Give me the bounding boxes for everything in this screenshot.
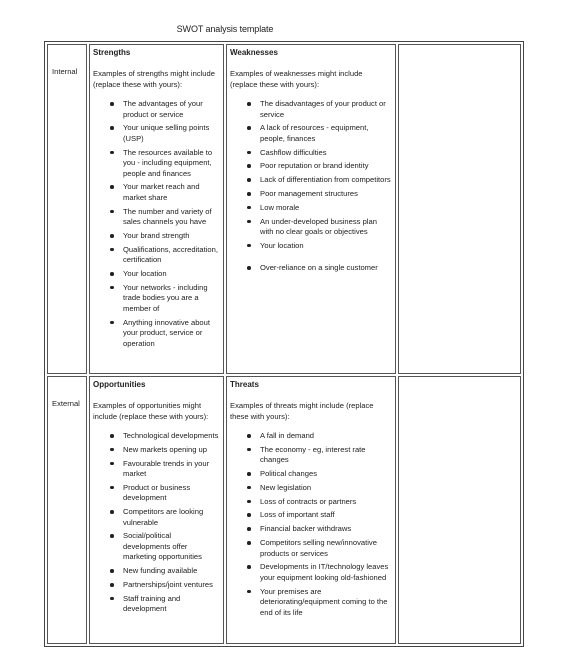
list-item: Your brand strength (123, 231, 220, 242)
document-title: SWOT analysis template (176, 24, 274, 34)
list-item: Social/political developments offer marketing opportunities (123, 531, 220, 563)
weaknesses-heading: Weaknesses (230, 48, 278, 57)
row-label-internal: Internal (47, 44, 87, 374)
list-item: New markets opening up (123, 445, 220, 456)
list-item: Your networks - including trade bodies you are a member of (123, 283, 220, 315)
threats-list (230, 431, 392, 618)
list-item: Financial backer withdraws (260, 524, 392, 535)
list-item: Anything innovative about your product, service or operation (123, 318, 220, 350)
opportunities-list (93, 431, 220, 615)
list-item: Product or business development (123, 483, 220, 504)
list-item: Qualifications, accreditation, certification (123, 245, 220, 266)
list-item: A fall in demand (260, 431, 392, 442)
weaknesses-cell[interactable] (226, 44, 396, 374)
list-item: Poor reputation or brand identity (260, 161, 392, 172)
list-item: Loss of contracts or partners (260, 497, 392, 508)
list-item: Over-reliance on a single customer (260, 263, 392, 274)
list-item: Low morale (260, 203, 392, 214)
list-item: Political changes (260, 469, 392, 480)
list-item: Cashflow difficulties (260, 148, 392, 159)
list-item: A lack of resources - equipment, people, finances (260, 123, 392, 144)
empty-cell-internal[interactable] (398, 44, 521, 374)
empty-cell-external[interactable] (398, 376, 521, 644)
strengths-intro: Examples of strengths might include (replace these with yours): (93, 69, 215, 89)
list-item: New funding available (123, 566, 220, 577)
weaknesses-list (230, 99, 392, 274)
list-item: Your unique selling points (USP) (123, 123, 220, 144)
list-item: The resources available to you - including equipment, people and finances (123, 148, 220, 180)
list-item: Developments in IT/technology leaves your equipment looking old-fashioned (260, 562, 392, 583)
list-item: Lack of differentiation from competitors (260, 175, 391, 185)
opportunities-cell[interactable] (89, 376, 224, 644)
list-item: Poor management structures (260, 189, 392, 200)
list-item: New legislation (260, 483, 392, 494)
swot-row-internal (47, 44, 521, 374)
list-item: Your location (123, 269, 220, 280)
list-item: Technological developments (123, 431, 219, 440)
list-item: Your premises are deteriorating/equipment coming to the end of its life (260, 587, 392, 619)
list-item: Competitors are looking vulnerable (123, 507, 220, 528)
opportunities-heading: Opportunities (93, 380, 146, 389)
list-item: The advantages of your product or service (123, 99, 220, 120)
strengths-cell[interactable] (89, 44, 224, 374)
swot-table (44, 41, 524, 647)
list-item: Your market reach and market share (123, 182, 220, 203)
threats-intro: Examples of threats might include (replace these with yours): (230, 401, 374, 421)
list-item: Loss of important staff (260, 510, 392, 521)
list-item: Partnerships/joint ventures (123, 580, 220, 591)
threats-cell[interactable] (226, 376, 396, 644)
list-item: The disadvantages of your product or service (260, 99, 392, 120)
list-item: The economy - eg, interest rate changes (260, 445, 392, 466)
threats-heading: Threats (230, 380, 259, 389)
strengths-list (93, 99, 220, 349)
row-label-external: External (47, 376, 87, 644)
strengths-heading: Strengths (93, 48, 131, 57)
swot-row-external (47, 376, 521, 644)
list-item: Competitors selling new/innovative products or services (260, 538, 392, 559)
opportunities-intro: Examples of opportunities might include (replace these with yours): (93, 401, 209, 421)
list-item: The number and variety of sales channels you have (123, 207, 220, 228)
weaknesses-intro: Examples of weaknesses might include (replace these with yours): (230, 69, 363, 89)
list-item: An under-developed business plan with no clear goals or objectives (260, 217, 392, 238)
list-item: Your location (260, 241, 392, 252)
list-item: Favourable trends in your market (123, 459, 220, 480)
list-item: Staff training and development (123, 594, 220, 615)
